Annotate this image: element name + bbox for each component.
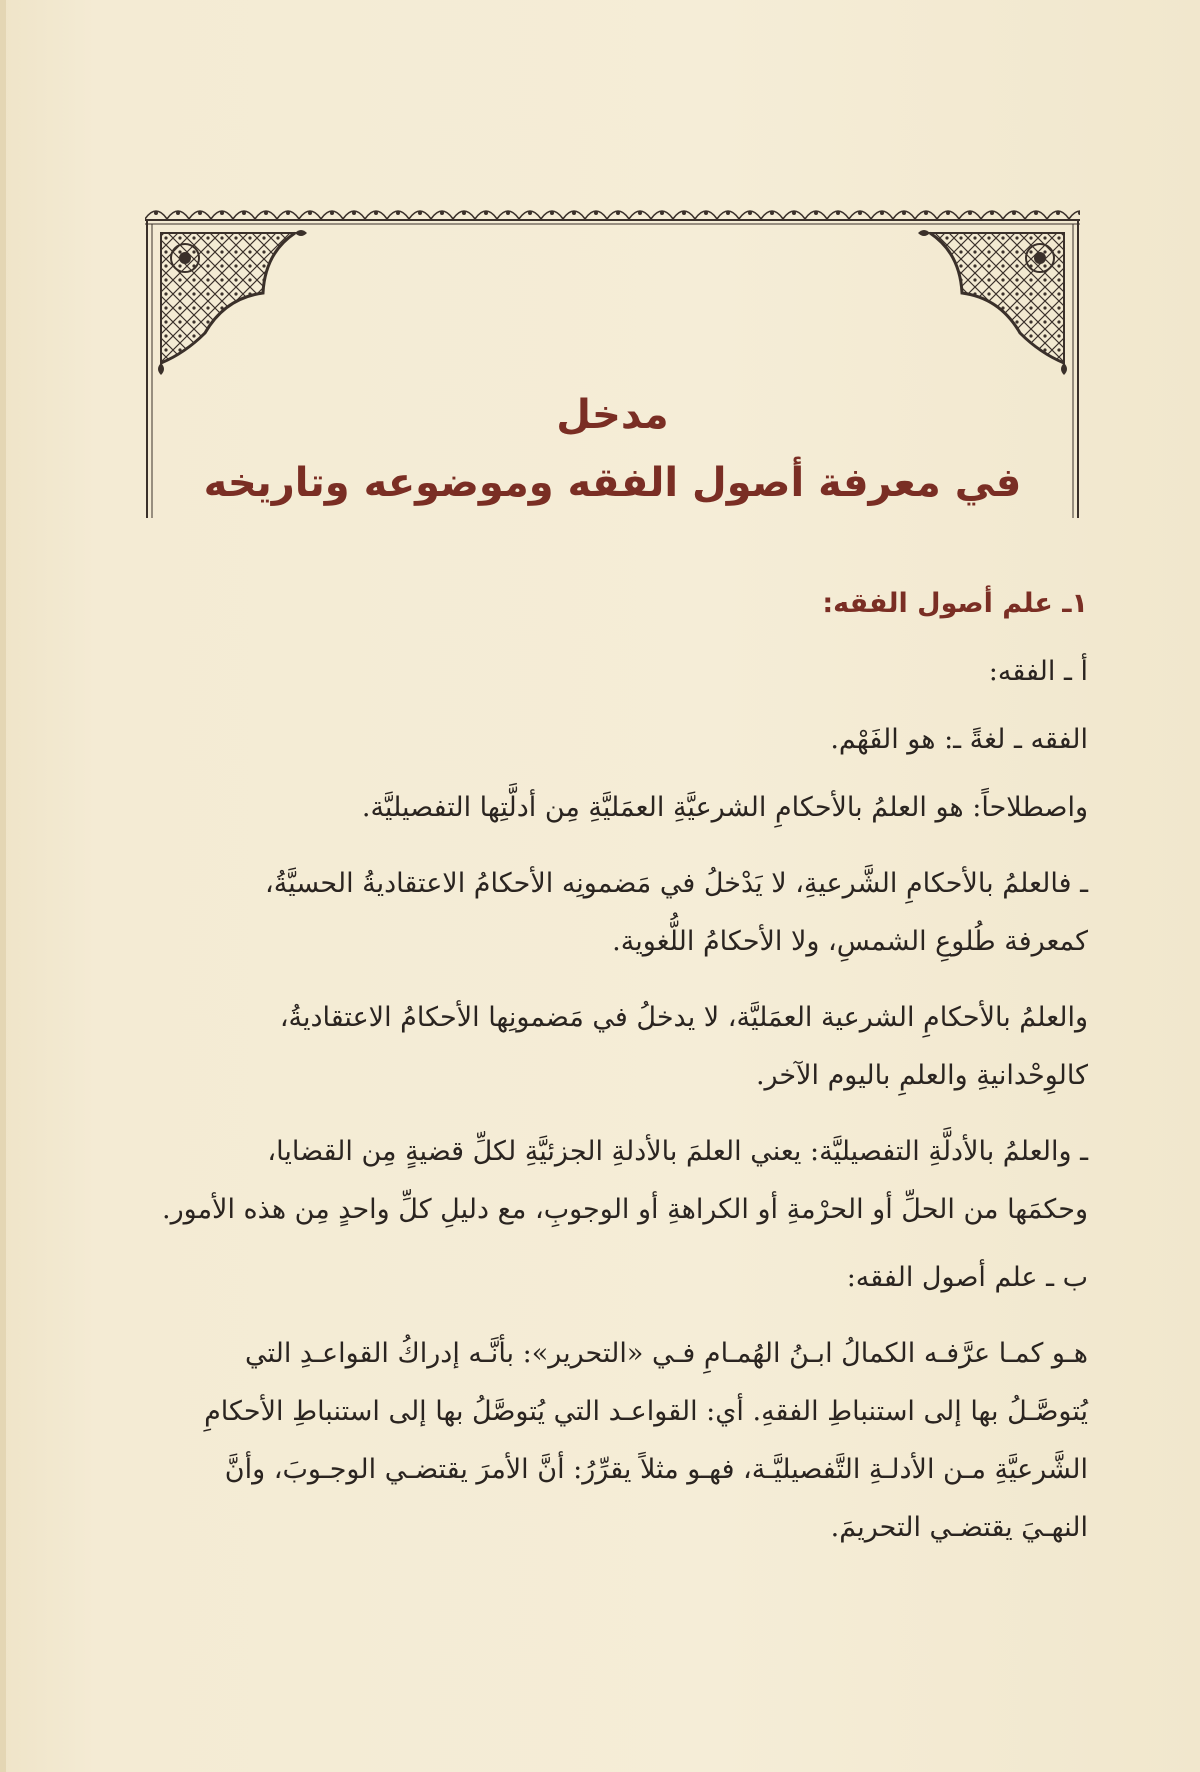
right-corner-ornament <box>918 230 1067 375</box>
paragraph-line: هـو كمـا عرَّفـه الكمالُ ابـنُ الهُمـامِ فـي «التحرير»: بأنَّـه إدراكُ القواعـدِ التي <box>244 1338 1088 1369</box>
chapter-title: مدخل <box>556 392 669 438</box>
definition-lugha: الفقه ـ لغةً ـ: هو الفَهْم. <box>830 724 1088 755</box>
chapter-subtitle: في معرفة أصول الفقه وموضوعه وتاريخه <box>203 460 1022 506</box>
paragraph-line: ـ فالعلمُ بالأحكامِ الشَّرعيةِ، لا يَدْخلُ في مَضمونِه الأحكامُ الاعتقاديةُ الحسيَّةُ، <box>264 868 1088 899</box>
paragraph-line: وحكمَها من الحلِّ أو الحرْمةِ أو الكراهةِ أو الوجوبِ، مع دليلِ كلِّ واحدٍ مِن هذه الأمور. <box>162 1194 1088 1225</box>
paragraph-line: والعلمُ بالأحكامِ الشرعية العمَليَّة، لا يدخلُ في مَضمونِها الأحكامُ الاعتقاديةُ، <box>279 1002 1088 1033</box>
paragraph-line: كمعرفة طُلوعِ الشمسِ، ولا الأحكامُ اللُّغوية. <box>612 926 1088 957</box>
paragraph-line: كالوِحْدانيةِ والعلمِ باليوم الآخر. <box>755 1060 1088 1091</box>
paragraph-line: النهـيَ يقتضـي التحريمَ. <box>830 1512 1088 1543</box>
body-text <box>110 575 1088 1557</box>
paragraph-line: ـ والعلمُ بالأدلَّةِ التفصيليَّة: يعني العلمَ بالأدلةِ الجزئيَّةِ لكلِّ قضيةٍ مِن القضايا، <box>267 1136 1088 1167</box>
left-corner-ornament <box>158 230 307 375</box>
paragraph-line: الشَّرعيَّةِ مـن الأدلـةِ التَّفصيليَّـة، فهـو مثلاً يقرِّرُ: أنَّ الأمرَ يقتضـي الوجـوبَ، وأنَّ <box>224 1454 1088 1485</box>
subsection-b-heading: ب ـ علم أصول الفقه: <box>846 1262 1088 1293</box>
subsection-a-heading: أ ـ الفقه: <box>988 656 1088 687</box>
page-edge <box>0 0 6 1772</box>
section-heading: ١ـ علم أصول الفقه: <box>822 588 1088 619</box>
definition-istilah: واصطلاحاً: هو العلمُ بالأحكامِ الشرعيَّةِ العمَليَّةِ مِن أدلَّتِها التفصيليَّة. <box>361 792 1088 823</box>
paragraph-line: يُتوصَّـلُ بها إلى استنباطِ الفقهِ. أي: القواعـد التي يُتوصَّلُ بها إلى استنباطِ الأحكامِ <box>204 1396 1088 1427</box>
